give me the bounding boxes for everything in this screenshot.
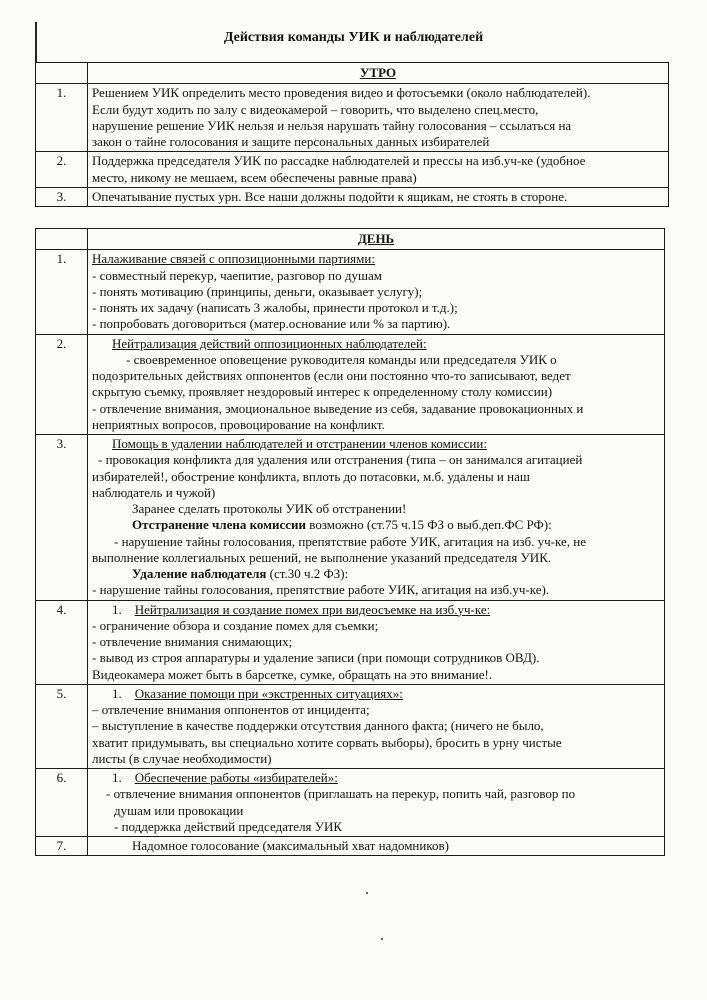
table-row bbox=[36, 684, 665, 768]
table-row bbox=[36, 152, 669, 188]
removal-member-label: Отстранение члена комиссии bbox=[132, 517, 307, 533]
scan-speck bbox=[366, 892, 368, 894]
row-heading: Оказание помощи при «экстренных ситуациях»: bbox=[134, 685, 403, 701]
table-row bbox=[36, 600, 665, 684]
row-number: 2. bbox=[36, 334, 88, 435]
morning-table bbox=[35, 62, 669, 207]
day-header: ДЕНЬ bbox=[88, 229, 665, 250]
table-row bbox=[36, 187, 669, 206]
row-text: Нейтрализация действий оппозиционных наблюдателей: - своевременное оповещение руководителя команды или председателя УИК о подозрительных действиях оппонентов (если они постоянно что-то записывают, ведет скрытую съемку, проявляет нездоровый интерес к определенному столу комиссии) - отвлечение внимания, эмоциональное выведение из себя, задавание провокационных и неприятных вопросов, провоцирование на конфликт. bbox=[88, 334, 665, 435]
row-number: 1. bbox=[36, 250, 88, 334]
table-row bbox=[36, 334, 665, 435]
row-text: Поддержка председателя УИК по рассадке наблюдателей и прессы на изб.уч-ке (удобное место, никому не мешаем, всем обеспечены равные права) bbox=[88, 152, 669, 188]
table-row bbox=[36, 250, 665, 334]
row-text: 1. Нейтрализация и создание помех при видеосъемке на изб.уч-ке: - ограничение обзора и создание помех для съемки; - отвлечение внимания снимающих; - вывод из строя аппаратуры и удаление записи (при помощи сотрудников ОВД). Видеокамера может быть в барсетке, сумке, обращать на это внимание!. bbox=[88, 600, 665, 684]
row-number: 3. bbox=[36, 435, 88, 601]
row-text: Налаживание связей с оппозиционными партиями: - совместный перекур, чаепитие, разговор по душам - понять мотивацию (принципы, деньги, оказывает услугу); - понять их задачу (написать 3 жалобы, принести протокол и т.д.); - попробовать договориться (матер.основание или % за партию). bbox=[88, 250, 665, 334]
row-heading: Помощь в удалении наблюдателей и отстранении членов комиссии: bbox=[112, 436, 487, 451]
table-row bbox=[36, 769, 665, 837]
row-number: 3. bbox=[36, 187, 88, 206]
row-number: 5. bbox=[36, 684, 88, 768]
table-row bbox=[36, 837, 665, 856]
row-heading: Обеспечение работы «избирателей»: bbox=[134, 770, 338, 785]
row-text: 1. Обеспечение работы «избирателей»: - отвлечение внимания оппонентов (приглашать на перекур, попить чай, разговор по душам или провокации - поддержка действий председателя УИК bbox=[88, 769, 665, 837]
row-text: Помощь в удалении наблюдателей и отстранении членов комиссии: - провокация конфликта для удаления или отстранения (типа – он занимался агитацией избирателей!, обострение конфликта, вплоть до потасовки, м.б. удалены и наш наблюдатель и чужой) Заранее сделать протоколы УИК об отстранении! Отстранение члена комиссии возможно (ст.75 ч.15 ФЗ о выб.деп.ФС РФ): - нарушение тайны голосования, препятствие работе УИК, агитация на изб. уч-ке, не выполнение коллегиальных решений, не выполнение указаний председателя УИК. Удаление наблюдателя (ст.30 ч.2 ФЗ): - нарушение тайны голосования, препятствие работе УИК, агитация на изб.уч-ке). bbox=[88, 435, 665, 601]
row-heading: Нейтрализация и создание помех при видеосъемке на изб.уч-ке: bbox=[134, 601, 491, 617]
row-text: Надомное голосование (максимальный хват надомников) bbox=[88, 837, 665, 856]
row-text: 1. Оказание помощи при «экстренных ситуациях»: – отвлечение внимания оппонентов от инцидента; – выступление в качестве поддержки отсутствия данного факта; (ничего не было, хватит придумывать, вы специально хотите сорвать выборы), бросить в урну чистые листы (в случае необходимости) bbox=[88, 684, 665, 768]
row-heading: Нейтрализация действий оппозиционных наблюдателей: bbox=[112, 335, 427, 351]
day-table bbox=[35, 228, 665, 856]
row-number: 4. bbox=[36, 600, 88, 684]
scan-speck bbox=[381, 938, 383, 940]
row-heading: Налаживание связей с оппозиционными партиями: bbox=[92, 251, 375, 267]
table-row bbox=[36, 435, 665, 601]
table-row bbox=[36, 84, 669, 152]
row-number: 1. bbox=[36, 84, 88, 152]
row-text: Опечатывание пустых урн. Все наши должны подойти к ящикам, не стоять в стороне. bbox=[88, 187, 669, 206]
morning-header: УТРО bbox=[88, 63, 669, 84]
removal-observer-label: Удаление наблюдателя bbox=[132, 566, 267, 581]
row-number: 2. bbox=[36, 152, 88, 188]
row-text: Решением УИК определить место проведения видео и фотосъемки (около наблюдателей). Если будут ходить по залу с видеокамерой – говорить, что выделено спец.место, нарушение решение УИК нельзя и нельзя нарушать тайну голосования – ссылаться на закон о тайне голосования и защите персональных данных избирателей bbox=[88, 84, 669, 152]
row-number: 7. bbox=[36, 837, 88, 856]
document-title: Действия команды УИК и наблюдателей bbox=[223, 30, 484, 45]
row-number: 6. bbox=[36, 769, 88, 837]
